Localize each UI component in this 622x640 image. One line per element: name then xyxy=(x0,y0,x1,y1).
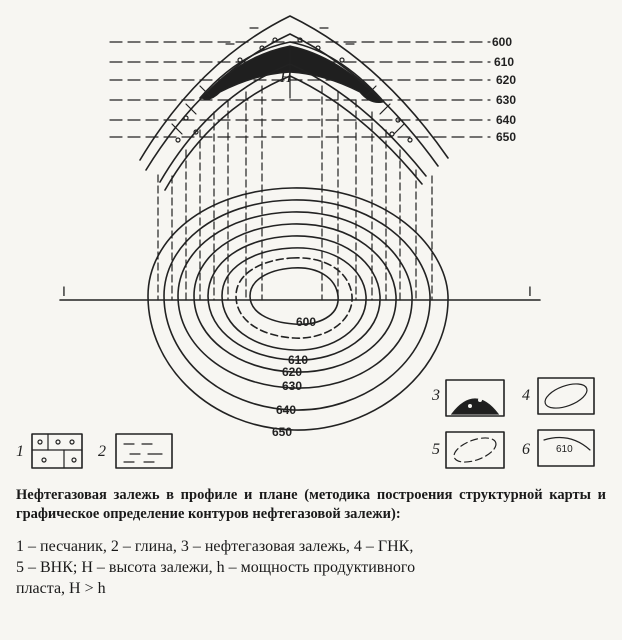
section-line xyxy=(60,283,540,300)
legend-contour-label: 610 xyxy=(556,444,573,455)
level-label-640: 640 xyxy=(496,113,517,127)
contour-label-640: 640 xyxy=(276,403,297,417)
legend-number-6: 6 xyxy=(522,441,530,458)
contour-label-610: 610 xyxy=(288,353,309,367)
legend-explanation-line-1: 1 – песчаник, 2 – глина, 3 – нефтегазовая залежь, 4 – ГНК, xyxy=(16,538,414,555)
legend-number-3: 3 xyxy=(432,387,440,404)
caption-title: Нефтегазовая залежь в профиле и плане (методика построения структурной карты и графическое определение контуров нефтегазовой залежи): xyxy=(16,487,606,522)
section-label-left: I xyxy=(62,283,66,299)
plan-contours xyxy=(148,188,448,430)
section-label-right: I xyxy=(528,283,532,299)
legend-number-4: 4 xyxy=(522,387,530,404)
level-label-620: 620 xyxy=(496,73,517,87)
legend-contour-swatch xyxy=(538,430,594,466)
level-label-610: 610 xyxy=(494,55,515,69)
contour-label-620: 620 xyxy=(282,365,303,379)
legend-clay-swatch xyxy=(116,434,172,468)
deposit-height-mark: H xyxy=(280,69,292,86)
legend-gnk-swatch xyxy=(538,378,594,414)
contour-label-600: 600 xyxy=(296,315,317,329)
contour-label-630: 630 xyxy=(282,379,303,393)
legend-deposit-swatch xyxy=(446,380,504,416)
profile-level-labels xyxy=(492,35,516,144)
level-label-600: 600 xyxy=(492,35,513,49)
legend-explanation-line-2: 5 – ВНК; H – высота залежи, h – мощность продуктивного xyxy=(16,559,416,576)
plan-contour-labels xyxy=(272,315,316,439)
contour-label-650: 650 xyxy=(272,425,293,439)
legend-number-2: 2 xyxy=(98,443,106,460)
legend-number-5: 5 xyxy=(432,441,440,458)
level-label-650: 650 xyxy=(496,130,517,144)
legend-explanation-line-3: пласта, H > h xyxy=(16,580,106,597)
legend-sandstone-swatch xyxy=(32,434,82,468)
figure-caption xyxy=(16,486,606,599)
level-label-630: 630 xyxy=(496,93,517,107)
legend xyxy=(16,378,594,468)
legend-number-1: 1 xyxy=(16,443,24,460)
legend-vnk-swatch xyxy=(446,432,504,468)
